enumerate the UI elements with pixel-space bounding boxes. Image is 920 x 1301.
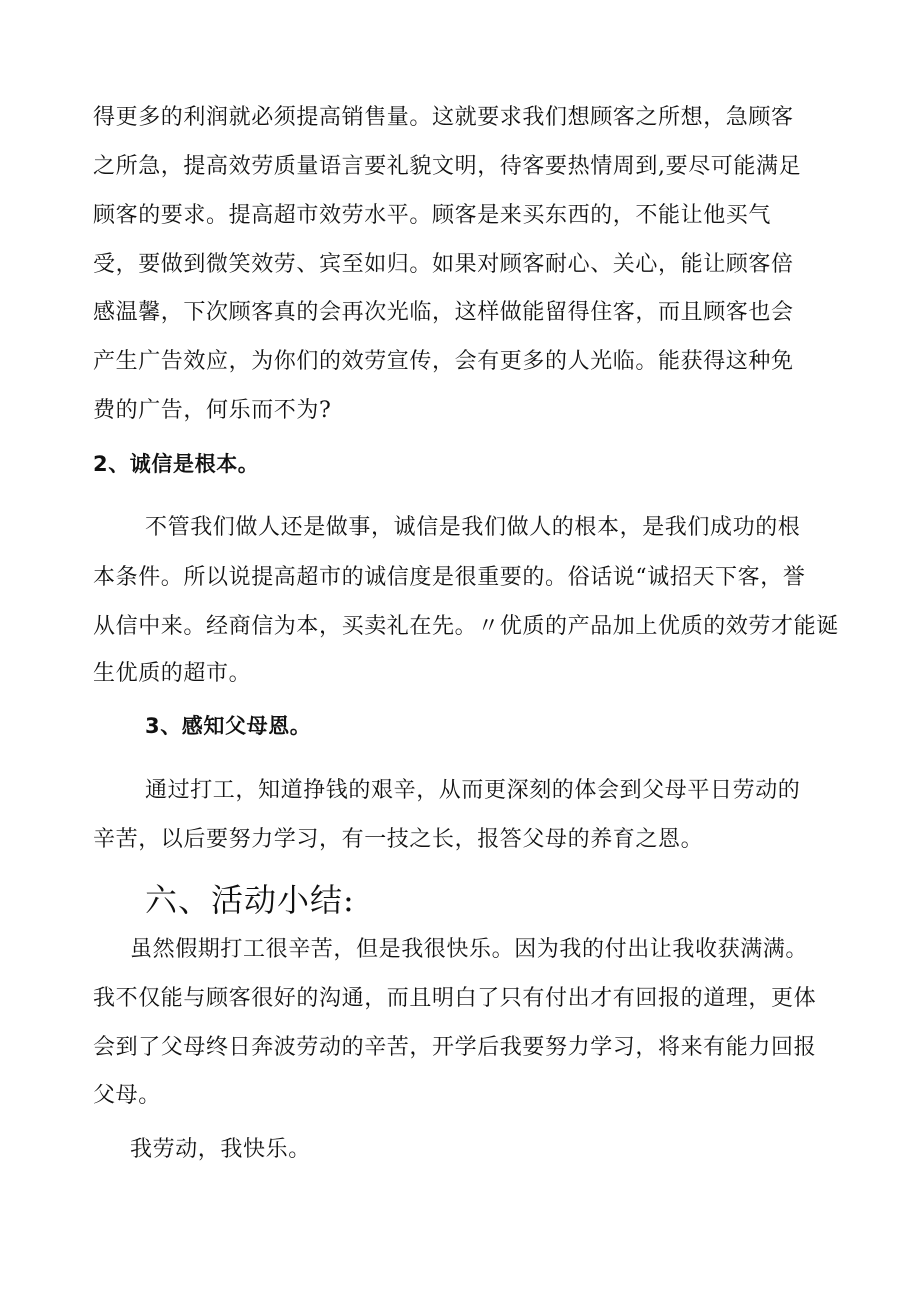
closing-line: 我劳动，我快乐。 (130, 1137, 311, 1162)
text-line: 会到了父母终日奔波劳动的辛苦，开学后我要努力学习，将来有能力回报 (93, 1035, 817, 1060)
text-line: 感温馨，下次顾客真的会再次光临，这样做能留得住客，而且顾客也会 (93, 300, 794, 325)
text-line: 不管我们做人还是做事，诚信是我们做人的根本，是我们成功的根 (145, 515, 801, 540)
text-line: 得更多的利润就必须提高销售量。这就要求我们想顾客之所想，急顾客 (93, 105, 794, 130)
heading-integrity: 2、诚信是根本。 (93, 452, 260, 476)
text-line: 本条件。所以说提高超市的诚信度是很重要的。俗话说“诚招天下客，誉 (93, 565, 806, 590)
text-line: 辛苦，以后要努力学习，有一技之长，报答父母的养育之恩。 (93, 827, 704, 852)
text-line: 我不仅能与顾客很好的沟通，而且明白了只有付出才有回报的道理，更体 (93, 986, 817, 1011)
text-line: 父母。 (93, 1083, 161, 1108)
text-line: 顾客的要求。提高超市效劳水平。顾客是来买东西的，不能让他买气 (93, 203, 772, 228)
text-line: 产生广告效应，为你们的效劳宣传，会有更多的人光临。能获得这种免 (93, 349, 794, 374)
text-line: 生优质的超市。 (93, 661, 252, 686)
text-line: 通过打工，知道挣钱的艰辛，从而更深刻的体会到父母平日劳动的 (145, 778, 801, 803)
text-line: 受，要做到微笑效劳、宾至如归。如果对顾客耐心、关心，能让顾客倍 (93, 252, 794, 277)
text-line: 之所急，提高效劳质量语言要礼貌文明，待客要热情周到,要尽可能满足 (93, 154, 802, 179)
text-line: 从信中来。经商信为本，买卖礼在先。〃优质的产品加上优质的效劳才能诞 (93, 614, 839, 639)
text-line: 费的广告，何乐而不为? (93, 398, 332, 423)
section-title-summary: 六、活动小结: (145, 881, 355, 919)
text-line: 虽然假期打工很辛苦，但是我很快乐。因为我的付出让我收获满满。 (130, 937, 809, 962)
heading-gratitude: 3、感知父母恩。 (145, 714, 312, 738)
